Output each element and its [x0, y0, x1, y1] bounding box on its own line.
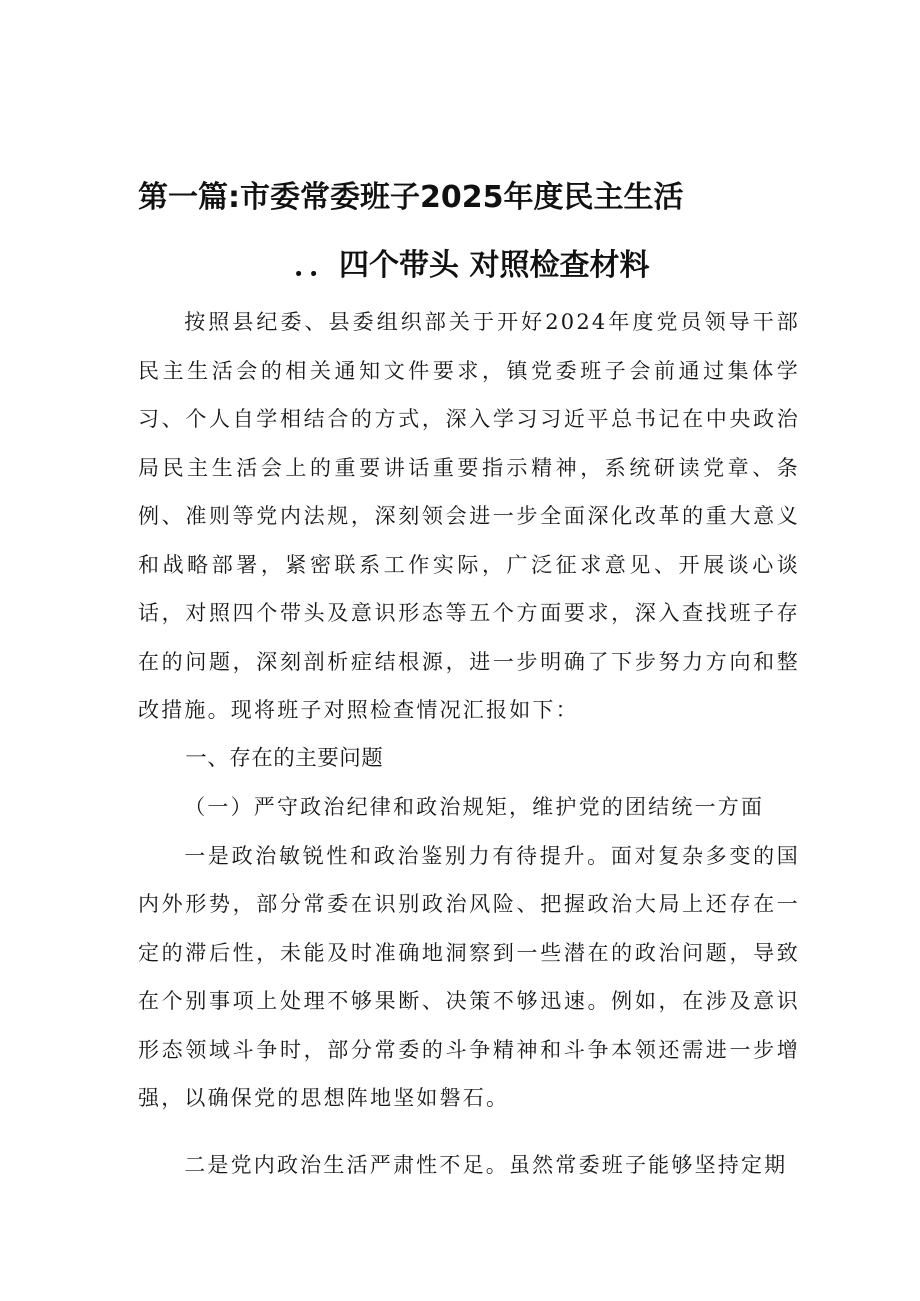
- body-paragraph: 二是党内政治生活严肃性不足。虽然常委班子能够坚持定期: [184, 1152, 788, 1177]
- body-paragraph: 一是政治敏锐性和政治鉴别力有待提升。面对复杂多变的国内外形势，部分常委在识别政治风险、把握政治大局上还存在一定的滞后性，未能及时准确地洞察到一些潜在的政治问题，导致在个别事项上处理不够果断、决策不够迅速。例如，在涉及意识形态领域斗争时，部分常委的斗争精神和斗争本领还需进一步增强，以确保党的思想阵地坚如磐石。: [138, 843, 800, 1110]
- subsection-heading: （一）严守政治纪律和政治规矩，维护党的团结统一方面: [184, 795, 765, 819]
- document-title-line-1: 第一篇:市委常委班子2025年度民主生活: [138, 180, 684, 215]
- document-body: [138, 298, 800, 1189]
- intro-paragraph: 按照县纪委、县委组织部关于开好2024年度党员领导干部民主生活会的相关通知文件要求，镇党委班子会前通过集体学习、个人自学相结合的方式，深入学习习近平总书记在中央政治局民主生活会上的重要讲话重要指示精神，系统研读党章、条例、准则等党内法规，深刻领会进一步全面深化改革的重大意义和战略部署，紧密联系工作实际，广泛征求意见、开展谈心谈话，对照四个带头及意识形态等五个方面要求，深入查找班子存在的问题，深刻剖析症结根源，进一步明确了下步努力方向和整改措施。现将班子对照检查情况汇报如下：: [138, 310, 800, 722]
- section-heading: 一、存在的主要问题: [185, 745, 384, 771]
- document-title-line-2: ．．四个带头 对照检查材料: [294, 248, 650, 283]
